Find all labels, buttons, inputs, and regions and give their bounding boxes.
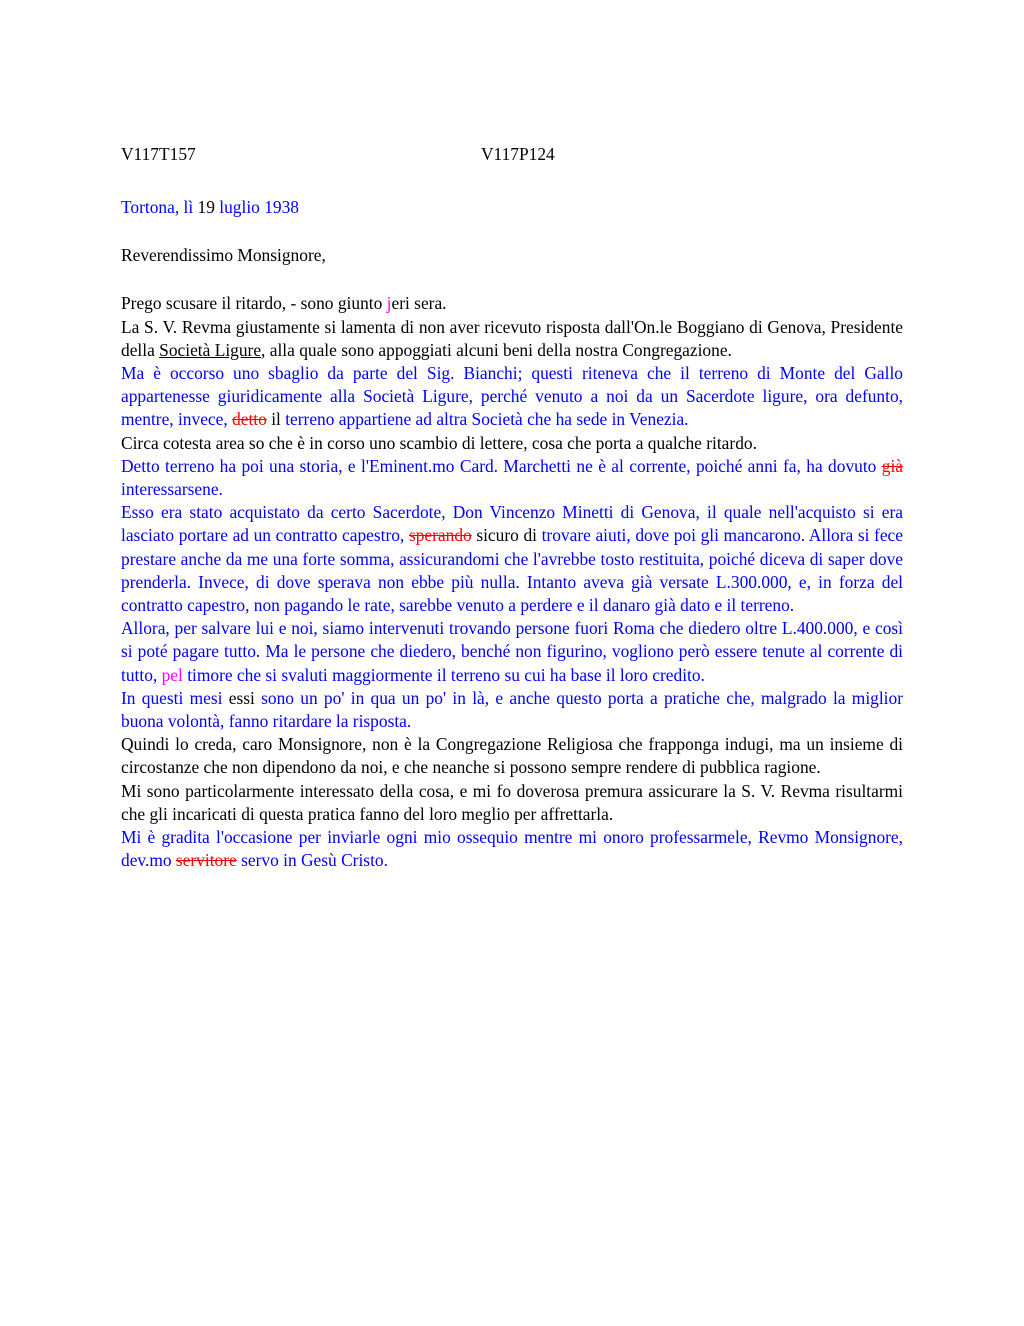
paragraph-9: Quindi lo creda, caro Monsignore, non è la Congregazione Religiosa che frapponga indugi, ma un insieme di circostanze che non dipendono da noi, e che neanche si possono sempre rendere di pubblica ragione.: [121, 734, 903, 778]
reference-left: V117T157: [121, 144, 196, 164]
paragraph-7: Allora, per salvare lui e noi, siamo intervenuti trovando persone fuori Roma che diedero oltre L.400.000, e così si poté pagare tutto. Ma le persone che diedero, benché non figurino, vogliono però essere tenute al corrente di tutto, pel timore che si svaluti maggiormente il terreno su cui ha base il loro credito.: [121, 618, 903, 685]
inserted-text: j: [386, 293, 392, 314]
paragraph-10: Mi sono particolarmente interessato della cosa, e mi fo doverosa premura assicurare la S. V. Revma risultarmi che gli incaricati di questa pratica fanno del loro meglio per affrettarla.: [121, 780, 903, 824]
reference-right: V117P124: [481, 144, 555, 164]
underlined-text: Società Ligure: [159, 339, 262, 360]
paragraph-6: Esso era stato acquistato da certo Sacerdote, Don Vincenzo Minetti di Genova, il quale nell'acquisto si era lasciato portare ad un contratto capestro, sperando sicuro di trovare aiuti, dove poi gli mancarono. Allora si fece prestare anche da me una forte somma, assicurandomi che l'avrebbe tosto restituita, poiché diceva di saper dove prenderla. Invece, di dove sperava non ebbe più nulla. Intanto aveva già versate L.300.000, e, in forza del contratto capestro, non pagando le rate, sarebbe venuto a perdere e il danaro già dato e il terreno.: [121, 502, 903, 616]
letter-page: [121, 143, 903, 872]
salutation: Reverendissimo Monsignore,: [121, 245, 326, 266]
struck-text: detto: [232, 409, 267, 430]
paragraph-5: Detto terreno ha poi una storia, e l'Eminent.mo Card. Marchetti ne è al corrente, poiché anni fa, ha dovuto già interessarsene.: [121, 455, 903, 500]
paragraph-8: In questi mesi essi sono un po' in qua un po' in là, e anche questo porta a pratiche che, malgrado la miglior buona volontà, fanno ritardare la risposta.: [121, 687, 903, 732]
inserted-text: pel: [161, 664, 183, 685]
letter-date: Tortona, lì 19 luglio 1938: [121, 197, 299, 217]
paragraph-1: Prego scusare il ritardo, - sono giunto jeri sera.: [121, 293, 447, 314]
closing-paragraph: Mi è gradita l'occasione per inviarle ogni mio ossequio mentre mi onoro professarmele, Revmo Monsignore, dev.mo servitore servo in Gesù Cristo.: [121, 827, 903, 871]
struck-text: sperando: [408, 525, 472, 546]
reference-codes: [121, 143, 903, 166]
paragraph-4: Circa cotesta area so che è in corso uno scambio di lettere, cosa che porta a qualche ritardo.: [121, 432, 757, 453]
struck-text: servitore: [175, 850, 237, 871]
paragraph-3: Ma è occorso uno sbaglio da parte del Sig. Bianchi; questi riteneva che il terreno di Monte del Gallo appartenesse giuridicamente alla Società Ligure, perché venuto a noi da un Sacerdote ligure, ora defunto, mentre, invece, detto il terreno appartiene ad altra Società che ha sede in Venezia.: [121, 363, 903, 430]
struck-text: già: [881, 455, 903, 476]
paragraph-2: La S. V. Revma giustamente si lamenta di non aver ricevuto risposta dall'On.le Boggiano di Genova, Presidente della Società Ligure, alla quale sono appoggiati alcuni beni della nostra Congregazione.: [121, 316, 903, 360]
